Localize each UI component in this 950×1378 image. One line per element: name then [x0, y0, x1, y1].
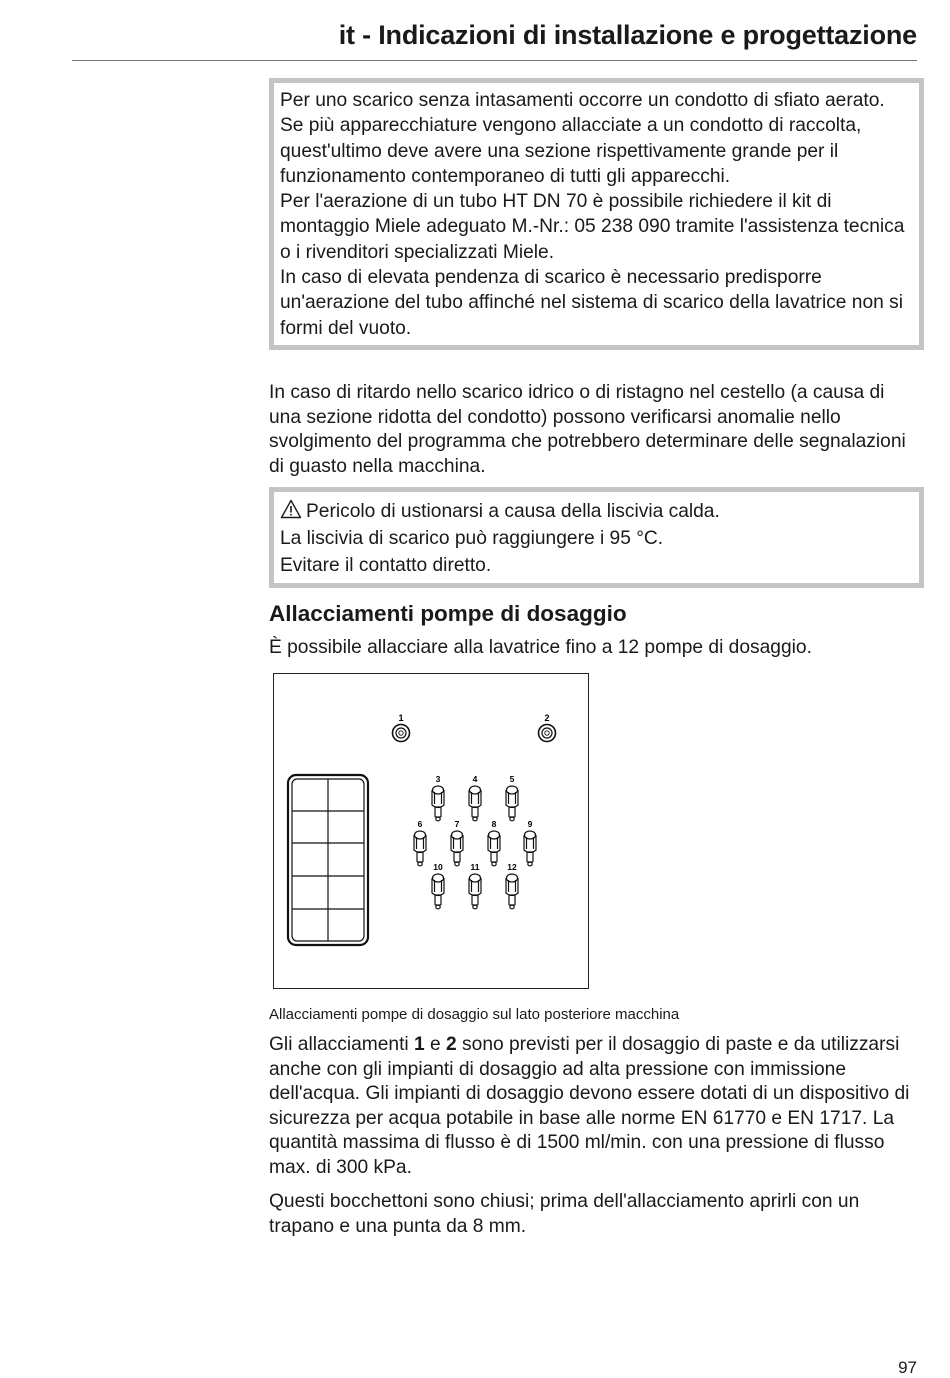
note-paragraph: Per uno scarico senza intasamenti occorre un condotto di sfiato aerato.	[280, 90, 885, 111]
paste-connector-2	[539, 725, 556, 742]
warning-text: Pericolo di ustionarsi a causa della liscivia calda.	[306, 501, 720, 522]
body-paragraph-drilling: Questi bocchettoni sono chiusi; prima dell'allacciamento aprirli con un trapano e una punta da 8 mm.	[269, 1191, 860, 1237]
note-paragraph: In caso di elevata pendenza di scarico è necessario predisporre un'aerazione del tubo affinché nel sistema di scarico della lavatrice non si formi del vuoto.	[280, 267, 904, 339]
paragraph-text: Gli allacciamenti	[269, 1034, 415, 1055]
dosing-nozzle-4	[469, 786, 481, 821]
section-intro: È possibile allacciare alla lavatrice fino a 12 pompe di dosaggio.	[269, 637, 812, 658]
dosing-nozzle-9	[524, 831, 536, 866]
connector-label-7: 7	[454, 819, 460, 829]
page-header-title: it - Indicazioni di installazione e progettazione	[338, 20, 917, 50]
connector-label-10: 10	[433, 862, 443, 872]
dosing-nozzle-11	[469, 874, 481, 909]
bold-connector-number: 1	[414, 1034, 425, 1055]
connector-label-6: 6	[417, 819, 423, 829]
dosing-nozzle-group	[414, 774, 536, 909]
paragraph-text: e	[424, 1034, 447, 1055]
connector-label-12: 12	[507, 862, 517, 872]
warning-triangle-icon	[280, 499, 302, 519]
paste-connector-1	[393, 725, 410, 742]
connector-label-3: 3	[435, 774, 441, 784]
page-number: 97	[898, 1358, 917, 1377]
connector-label-9: 9	[527, 819, 533, 829]
warning-line: La liscivia di scarico può raggiungere i 95 °C.	[280, 528, 664, 549]
connector-label-8: 8	[491, 819, 497, 829]
connector-label-4: 4	[472, 774, 478, 784]
dosing-nozzle-7	[451, 831, 463, 866]
note-paragraph: Per l'aerazione di un tubo HT DN 70 è possibile richiedere il kit di montaggio Miele adeguato M.-Nr.: 05 238 090 tramite l'assistenza tecnica o i rivenditori specializzati Miele.	[280, 191, 905, 263]
dosing-nozzle-5	[506, 786, 518, 821]
dosing-connections-diagram	[274, 674, 588, 988]
dosing-nozzle-6	[414, 831, 426, 866]
body-paragraph-drain-delay: In caso di ritardo nello scarico idrico o di ristagno nel cestello (a causa di una sezione ridotta del condotto) possono verificarsi anomalie nello svolgimento del programma che potrebbero determinare delle segnalazioni di guasto nella macchina.	[269, 382, 906, 477]
figure-caption: Allacciamenti pompe di dosaggio sul lato posteriore macchina	[269, 1006, 680, 1023]
body-paragraph-connections	[269, 1033, 919, 1181]
warning-line	[280, 498, 912, 525]
warning-box	[269, 487, 924, 588]
connector-label-1: 1	[398, 713, 404, 723]
section-heading: Allacciamenti pompe di dosaggio	[269, 601, 627, 626]
note-box	[269, 78, 924, 350]
header-divider	[72, 60, 917, 61]
note-paragraph: Se più apparecchiature vengono allacciate a un condotto di raccolta, quest'ultimo deve avere una sezione rispettivamente grande per il funzionamento contemporaneo di tutti gli apparecchi.	[280, 115, 862, 187]
connector-label-11: 11	[470, 862, 480, 872]
connector-label-2: 2	[544, 713, 550, 723]
dosing-nozzle-10	[432, 874, 444, 909]
warning-line: Evitare il contatto diretto.	[280, 555, 492, 576]
terminal-panel	[288, 775, 368, 945]
dosing-nozzle-8	[488, 831, 500, 866]
paragraph-text: sono previsti per il dosaggio di paste e da utilizzarsi anche con gli impianti di dosaggio ad alta pressione con immissione dell'acqua. Gli impianti di dosaggio devono essere dotati di un dispositivo di sicurezza per acqua potabile in base alle norme EN 61770 e EN 1717. La quantità massima di flusso è di 1500 ml/min. con una pressione di flusso max. di 300 kPa.	[269, 1034, 910, 1178]
dosing-connections-figure	[273, 673, 589, 989]
dosing-nozzle-3	[432, 786, 444, 821]
connector-label-5: 5	[509, 774, 515, 784]
bold-connector-number: 2	[446, 1034, 457, 1055]
dosing-nozzle-12	[506, 874, 518, 909]
